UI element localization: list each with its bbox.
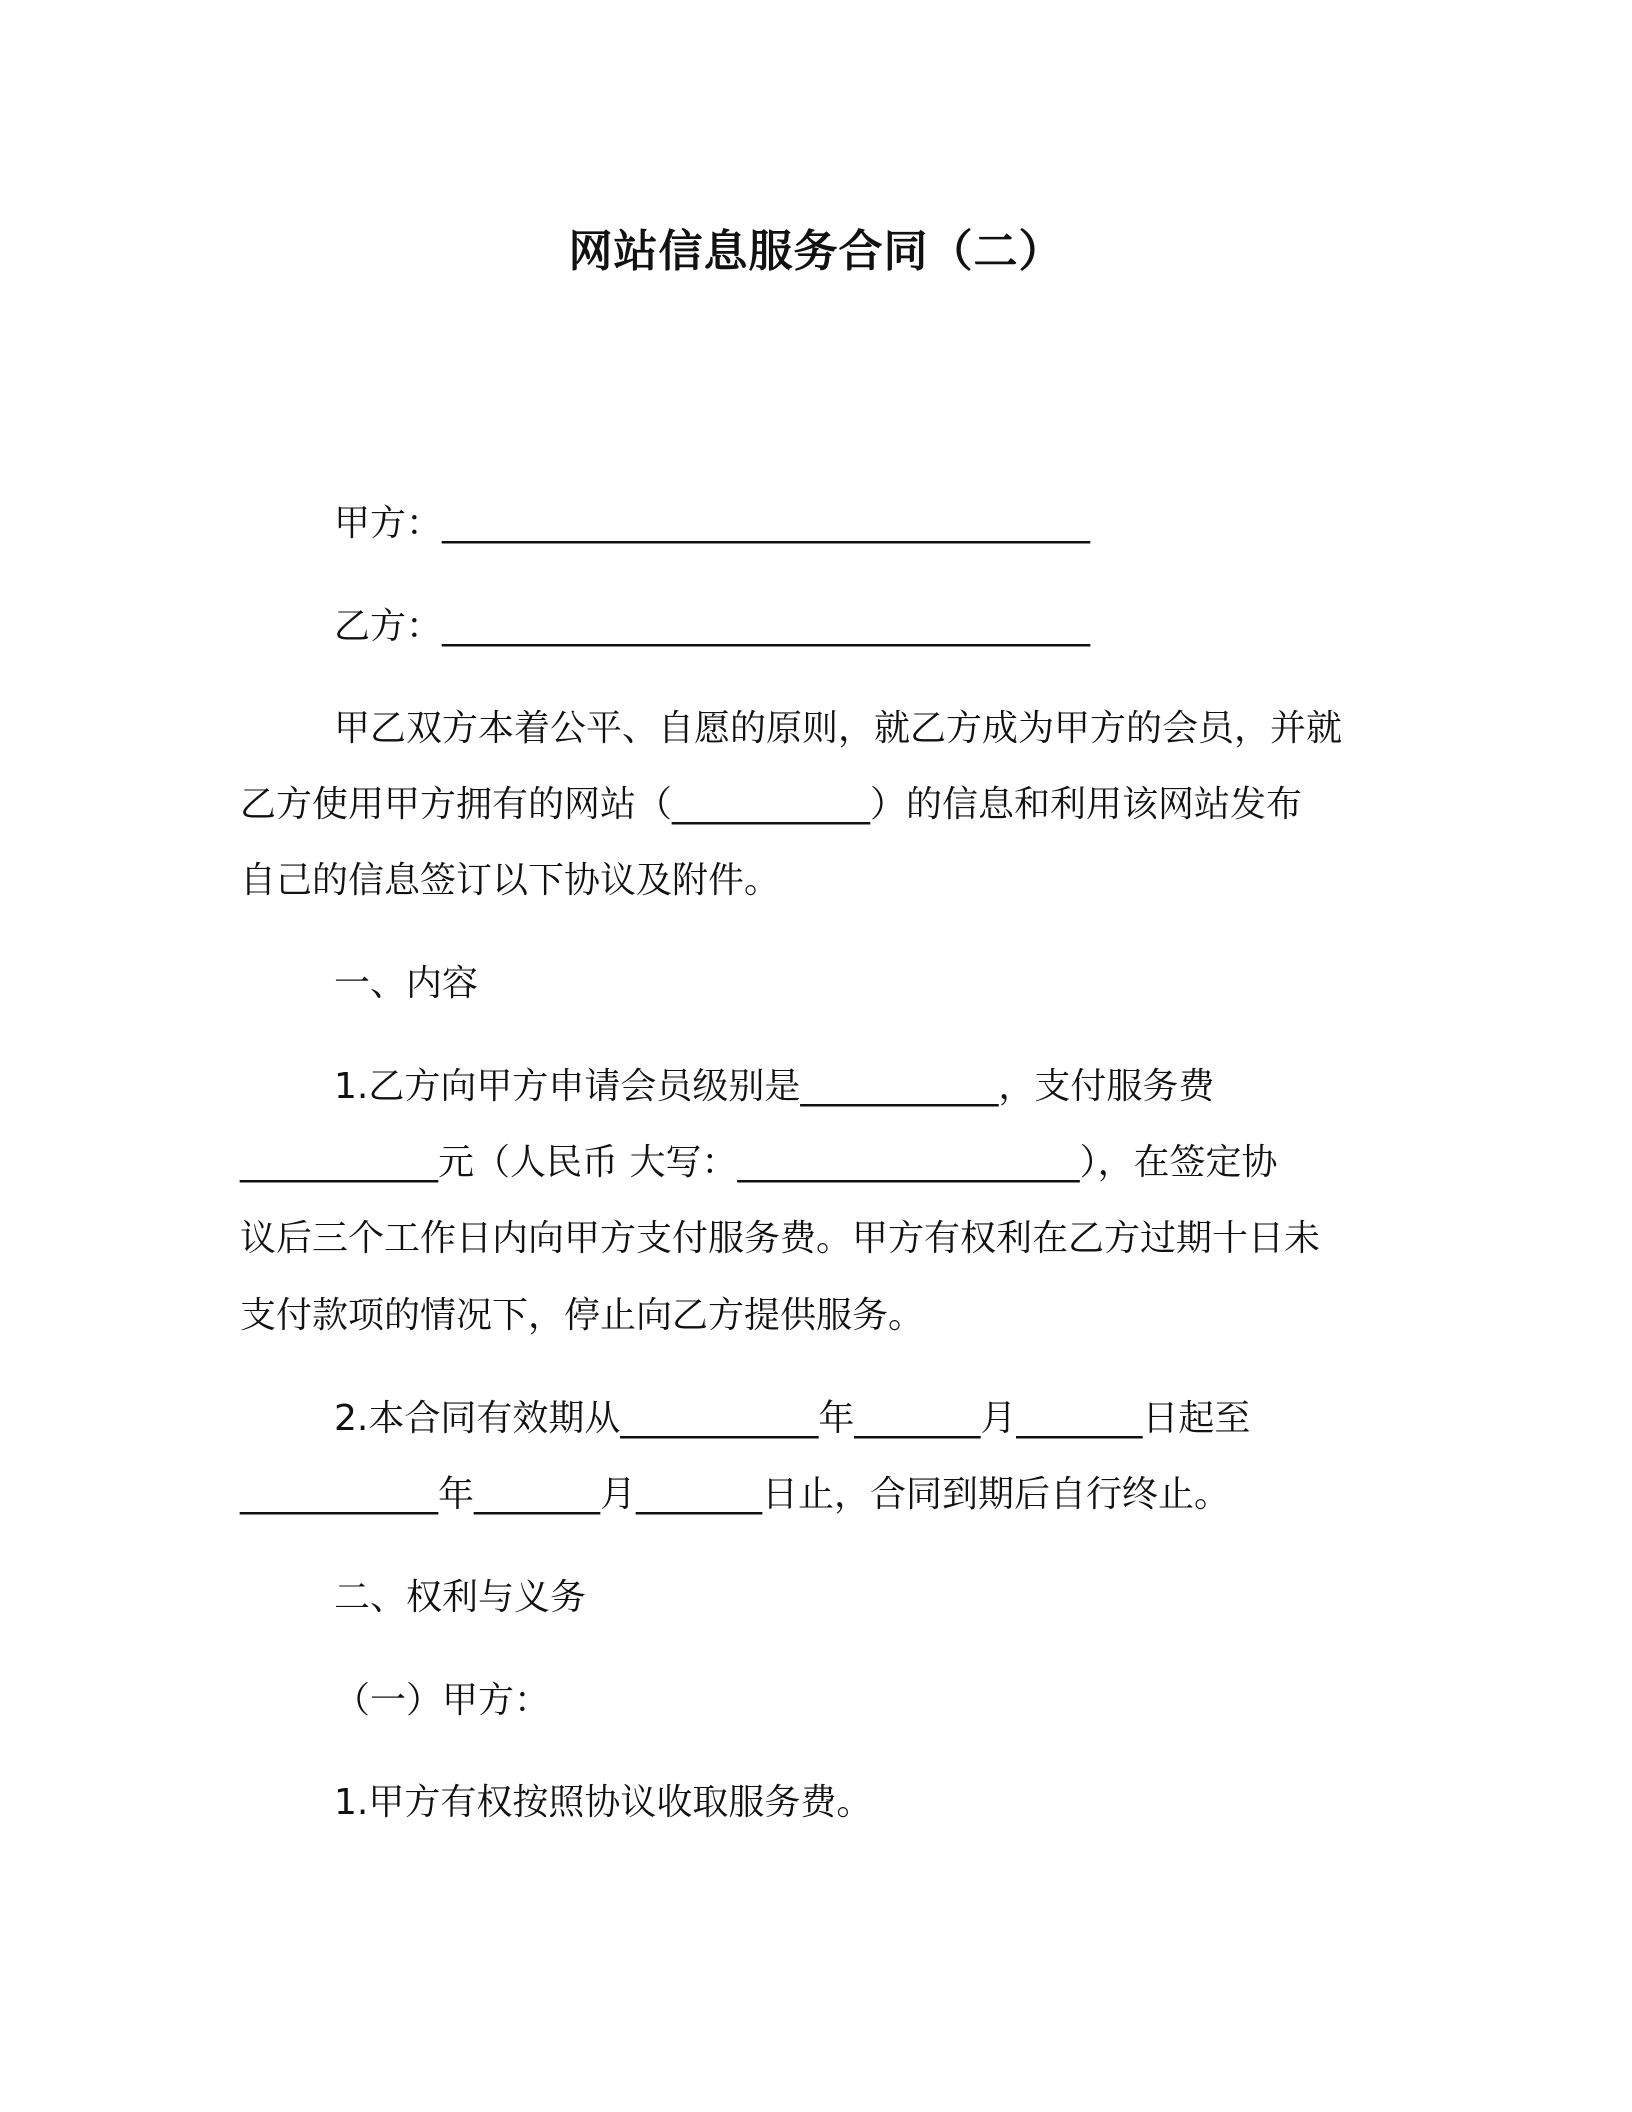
- section-2-heading: 二、权利与义务: [334, 1577, 587, 1618]
- intro-line-1: 甲乙双方本着公平、自愿的原则，就乙方成为甲方的会员，并就: [334, 708, 1343, 749]
- intro-line-3: 自己的信息签订以下协议及附件。: [240, 860, 781, 901]
- party-b-line: 乙方：____________________________________: [334, 606, 1091, 647]
- clause-1-1-line-3: 议后三个工作日内向甲方支付服务费。甲方有权利在乙方过期十日未: [240, 1218, 1321, 1259]
- clause-1-2-line-1: 2.本合同有效期从___________年_______月_______日起至: [334, 1398, 1251, 1439]
- clause-1-1-line-4: 支付款项的情况下，停止向乙方提供服务。: [240, 1295, 925, 1336]
- clause-1-2-line-2: ___________年_______月_______日止，合同到期后自行终止。: [240, 1474, 1231, 1515]
- clause-1-1-line-1: 1.乙方向甲方申请会员级别是___________，支付服务费: [334, 1066, 1215, 1107]
- intro-line-2: 乙方使用甲方拥有的网站（___________）的信息和利用该网站发布: [240, 784, 1303, 825]
- subsection-a-heading: （一）甲方：: [334, 1680, 551, 1721]
- party-a-line: 甲方：____________________________________: [334, 503, 1091, 544]
- section-1-heading: 一、内容: [334, 963, 479, 1004]
- document-title: 网站信息服务合同（二）: [568, 226, 1064, 277]
- clause-1-1-line-2: ___________元（人民币 大写：___________________），在签定协: [240, 1142, 1278, 1183]
- clause-2-1-line: 1.甲方有权按照协议收取服务费。: [334, 1782, 873, 1823]
